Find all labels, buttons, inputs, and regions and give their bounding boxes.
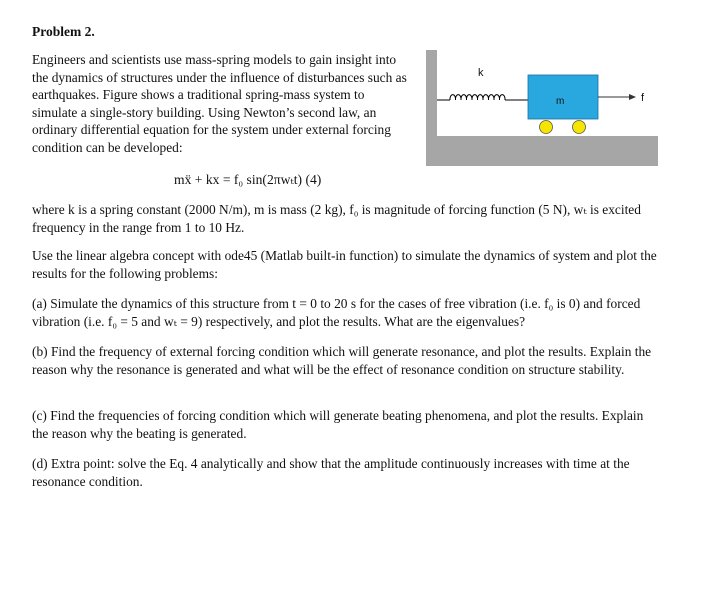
right-wheel: [573, 121, 586, 134]
equation-4: mẍ + kx = f₀ sin(2πwₜt) (4): [174, 172, 322, 187]
part-d: (d) Extra point: solve the Eq. 4 analytically and show that the amplitude continuously increases with time at the resonance condition.: [32, 456, 630, 489]
force-arrow: [598, 94, 636, 100]
spring: [437, 95, 528, 100]
force-label: f: [641, 92, 645, 104]
variable-definitions: where k is a spring constant (2000 N/m), m is mass (2 kg), f₀ is magnitude of forcing function (5 N), wₜ is excited frequency in the range from 1 to 10 Hz.: [32, 202, 641, 235]
left-wheel: [540, 121, 553, 134]
part-c: (c) Find the frequencies of forcing condition which will generate beating phenomena, and plot the results. Explain the reason why the beating is generated.: [32, 408, 644, 441]
mass-label: m: [556, 96, 565, 107]
spring-label: k: [478, 67, 484, 79]
instructions-paragraph: Use the linear algebra concept with ode45 (Matlab built-in function) to simulate the dynamics of system and plot the results for the following problems:: [32, 248, 657, 281]
spring-mass-figure: [424, 50, 664, 168]
part-a: (a) Simulate the dynamics of this structure from t = 0 to 20 s for the cases of free vibration (i.e. f₀ is 0) and forced vibration (i.e. f₀ = 5 and wₜ = 9) respectively, and plot the results. What are the eigenvalues?: [32, 296, 641, 329]
floor: [426, 136, 658, 166]
part-b: (b) Find the frequency of external forcing condition which will generate resonance, and plot the results. Explain the reason why the resonance is generated and what will be the effect of resonance condition on structure stability.: [32, 344, 652, 377]
intro-paragraph: Engineers and scientists use mass-spring models to gain insight into the dynamics of structures under the influence of disturbances such as earthquakes. Figure shows a traditional spring-mass system to simulate a single-story building. Using Newton’s second law, an ordinary differential equation for the system under external forcing condition can be developed:: [32, 52, 407, 155]
problem-heading: Problem 2.: [32, 24, 95, 39]
